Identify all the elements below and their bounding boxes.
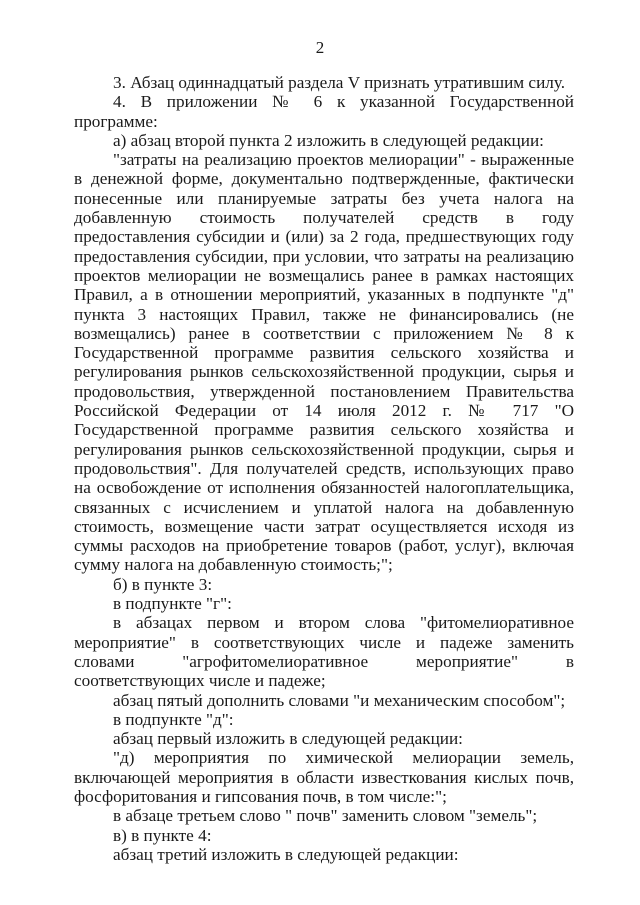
paragraph: а) абзац второй пункта 2 изложить в следующей редакции: [113, 130, 544, 150]
paragraph: "д) мероприятия по химической мелиорации земель, включающей мероприятия в области известкования кислых почв, фосфоритования и гипсования почв, в том числе:"; [74, 748, 574, 806]
document-body [74, 73, 574, 864]
paragraph: абзац первый изложить в следующей редакции: [113, 729, 463, 749]
paragraph: в) в пункте 4: [113, 825, 212, 845]
paragraph: 3. Абзац одиннадцатый раздела V признать утратившим силу. [113, 73, 566, 92]
paragraph: в абзацах первом и втором слова "фитомелиоративное мероприятие" в соответствующих числе и падеже заменить словами "агрофитомелиоративное мероприятие" в соответствующих числе и падеже; [74, 613, 574, 691]
page-number: 2 [315, 38, 325, 57]
paragraph: абзац третий изложить в следующей редакции: [113, 844, 459, 864]
paragraph: б) в пункте 3: [113, 574, 213, 594]
paragraph: абзац пятый дополнить словами "и механическим способом"; [113, 690, 566, 710]
paragraph: в подпункте "д": [113, 709, 234, 729]
paragraph: в подпункте "г": [113, 594, 232, 614]
paragraph: в абзаце третьем слово " почв" заменить словом "земель"; [113, 806, 538, 826]
paragraph: 4. В приложении № 6 к указанной Государственной программе: [74, 92, 574, 131]
paragraph: "затраты на реализацию проектов мелиорации" - выраженные в денежной форме, документально подтвержденные, фактически понесенные или планируемые затраты без учета налога на добавленную стоимость получателей средств в году предоставления субсидии и (или) за 2 года, предшествующих году предоставления субсидии, при условии, что затраты на реализацию проектов мелиорации не возмещались ранее в рамках настоящих Правил, а в отношении мероприятий, указанных в подпункте "д" пункта 3 настоящих Правил, также не финансировались (не возмещались) ранее в соответствии с приложением № 8 к Государственной программе развития сельского хозяйства и регулирования рынков сельскохозяйственной продукции, сырья и продовольствия, утвержденной постановлением Правительства Российской Федерации от 14 июля 2012 г. № 717 "О Государственной программе развития сельского хозяйства и регулирования рынков сельскохозяйственной продукции, сырья и продовольствия". Для получателей средств, использующих право на освобождение от исполнения обязанностей налогоплательщика, связанных с исчислением и уплатой налога на добавленную стоимость, возмещение части затрат осуществляется исходя из суммы расходов на приобретение товаров (работ, услуг), включая сумму налога на добавленную стоимость;"; [74, 150, 574, 575]
